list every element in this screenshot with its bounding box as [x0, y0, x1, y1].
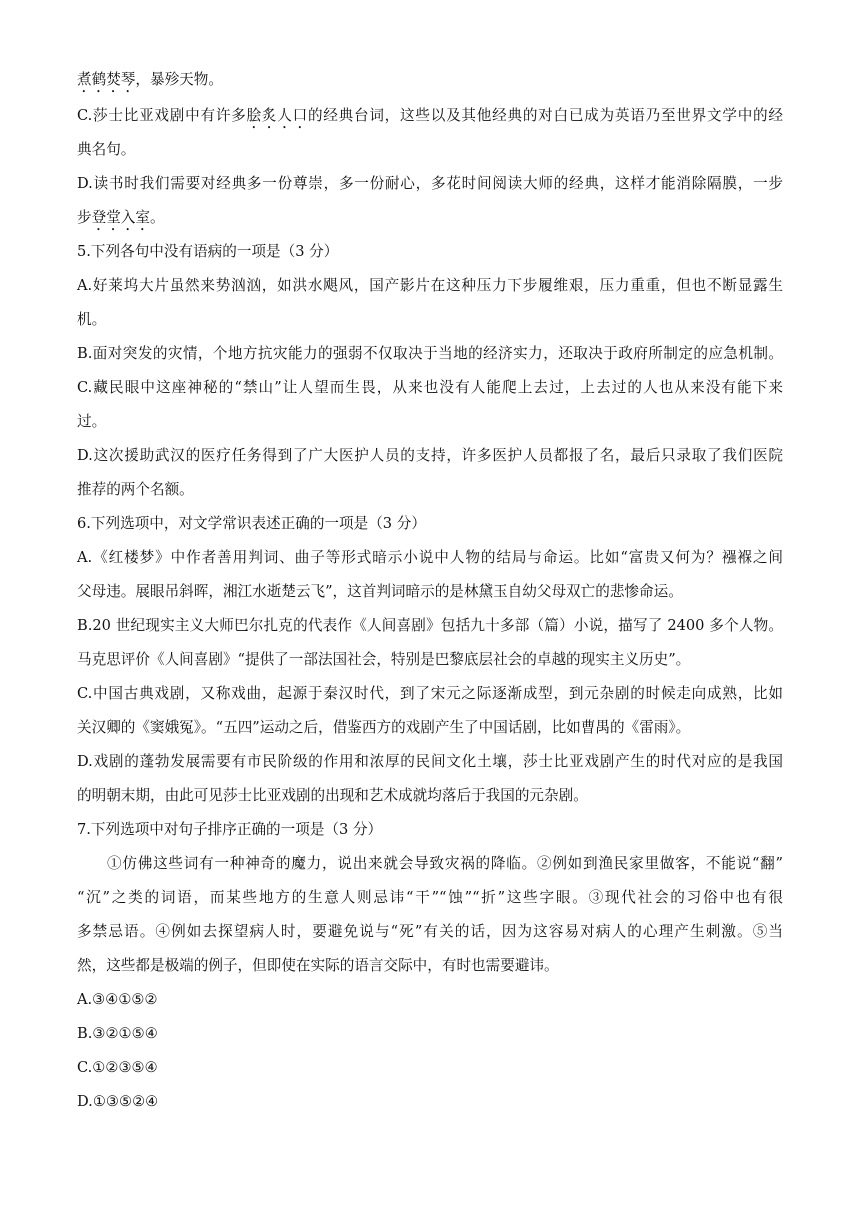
q6-option-c-line1: C.中国古典戏剧，又称戏曲，起源于秦汉时代，到了宋元之际逐渐成型，到元杂剧的时候走向成熟，比如 [77, 685, 783, 702]
q7-option-c: C.①②③⑤④ [77, 1059, 158, 1076]
q5-option-d-line2: 推荐的两个名额。 [77, 481, 194, 498]
dotted-phrase: 脍炙人口 [246, 107, 308, 124]
q7-passage-line1: ①仿佛这些词有一种神奇的魔力，说出来就会导致灾祸的降临。②例如到渔民家里做客，不能说“翻” [107, 855, 783, 872]
q6-option-b-line2: 马克思评价《人间喜剧》“提供了一部法国社会，特别是巴黎底层社会的卓越的现实主义历史”。 [77, 651, 691, 668]
q5-option-a-line1: A.好莱坞大片虽然来势汹汹，如洪水飓风，国产影片在这种压力下步履维艰，压力重重，但也不断显露生 [77, 277, 783, 294]
q6-stem: 6.下列选项中，对文学常识表述正确的一项是（3 分） [77, 515, 426, 532]
q6-option-d-line1: D.戏剧的蓬勃发展需要有市民阶级的作用和浓厚的民间文化土壤，莎士比亚戏剧产生的时代对应的是我国 [77, 753, 783, 770]
q5-option-c-line2: 过。 [77, 413, 107, 430]
q7-stem: 7.下列选项中对句子排序正确的一项是（3 分） [77, 821, 383, 838]
q5-option-b-line1: B.面对突发的灾情，个地方抗灾能力的强弱不仅取决于当地的经济实力，还取决于政府所制定的应急机制。 [77, 345, 783, 362]
dotted-phrase: 煮鹤焚琴 [77, 71, 136, 88]
q6-option-a-line1: A.《红楼梦》中作者善用判词、曲子等形式暗示小说中人物的结局与命运。比如“富贵又何为？襁褓之间 [77, 549, 783, 566]
q5-option-c-line1: C.藏民眼中这座神秘的“禁山”让人望而生畏，从来也没有人能爬上去过，上去过的人也从来没有能下来 [77, 379, 783, 396]
q5-option-a-line2: 机。 [77, 311, 107, 328]
q6-option-a-line2: 父母违。展眼吊斜晖，湘江水逝楚云飞”，这首判词暗示的是林黛玉自幼父母双亡的悲惨命运。 [77, 583, 683, 600]
q7-option-a: A.③④①⑤② [77, 991, 158, 1008]
q4-option-c-line1: C.莎士比亚戏剧中有许多脍炙人口的经典台词，这些以及其他经典的对白已成为英语乃至世界文学中的经 [77, 107, 783, 124]
q5-stem: 5.下列各句中没有语病的一项是（3 分） [77, 243, 339, 260]
q7-passage-line4: 然，这些都是极端的例子，但即使在实际的语言交际中，有时也需要避讳。 [77, 957, 559, 974]
q4-option-d-line1: D.读书时我们需要对经典多一份尊崇，多一份耐心，多花时间阅读大师的经典，这样才能消除隔膜，一步 [77, 175, 783, 192]
q4-option-d-line2: 步登堂入室。 [77, 209, 165, 226]
q6-option-d-line2: 的明朝末期，由此可见莎士比亚戏剧的出现和艺术成就均落后于我国的元杂剧。 [77, 787, 588, 804]
dotted-phrase: 登堂入室 [91, 209, 150, 226]
q7-passage-line3: 多禁忌语。④例如去探望病人时，要避免说与“死”有关的话，因为这容易对病人的心理产生刺激。⑤当 [77, 923, 783, 940]
q7-passage-line2: “沉”之类的词语，而某些地方的生意人则忌讳“干”“蚀”“折”这些字眼。③现代社会的习俗中也有很 [77, 889, 783, 906]
q6-option-b-line1: B.20 世纪现实主义大师巴尔扎克的代表作《人间喜剧》包括九十多部（篇）小说，描写了 2400 多个人物。 [77, 617, 783, 634]
q5-option-d-line1: D.这次援助武汉的医疗任务得到了广大医护人员的支持，许多医护人员都报了名，最后只录取了我们医院 [77, 447, 783, 464]
q6-option-c-line2: 关汉卿的《窦娥冤》。“五四”运动之后，借鉴西方的戏剧产生了中国话剧，比如曹禺的《雷雨》。 [77, 719, 691, 736]
q4-option-b-tail: 煮鹤焚琴，暴殄天物。 [77, 71, 223, 88]
q7-option-b: B.③②①⑤④ [77, 1025, 158, 1042]
q7-option-d: D.①③⑤②④ [77, 1093, 159, 1110]
q4-option-c-line2: 典名句。 [77, 141, 136, 158]
